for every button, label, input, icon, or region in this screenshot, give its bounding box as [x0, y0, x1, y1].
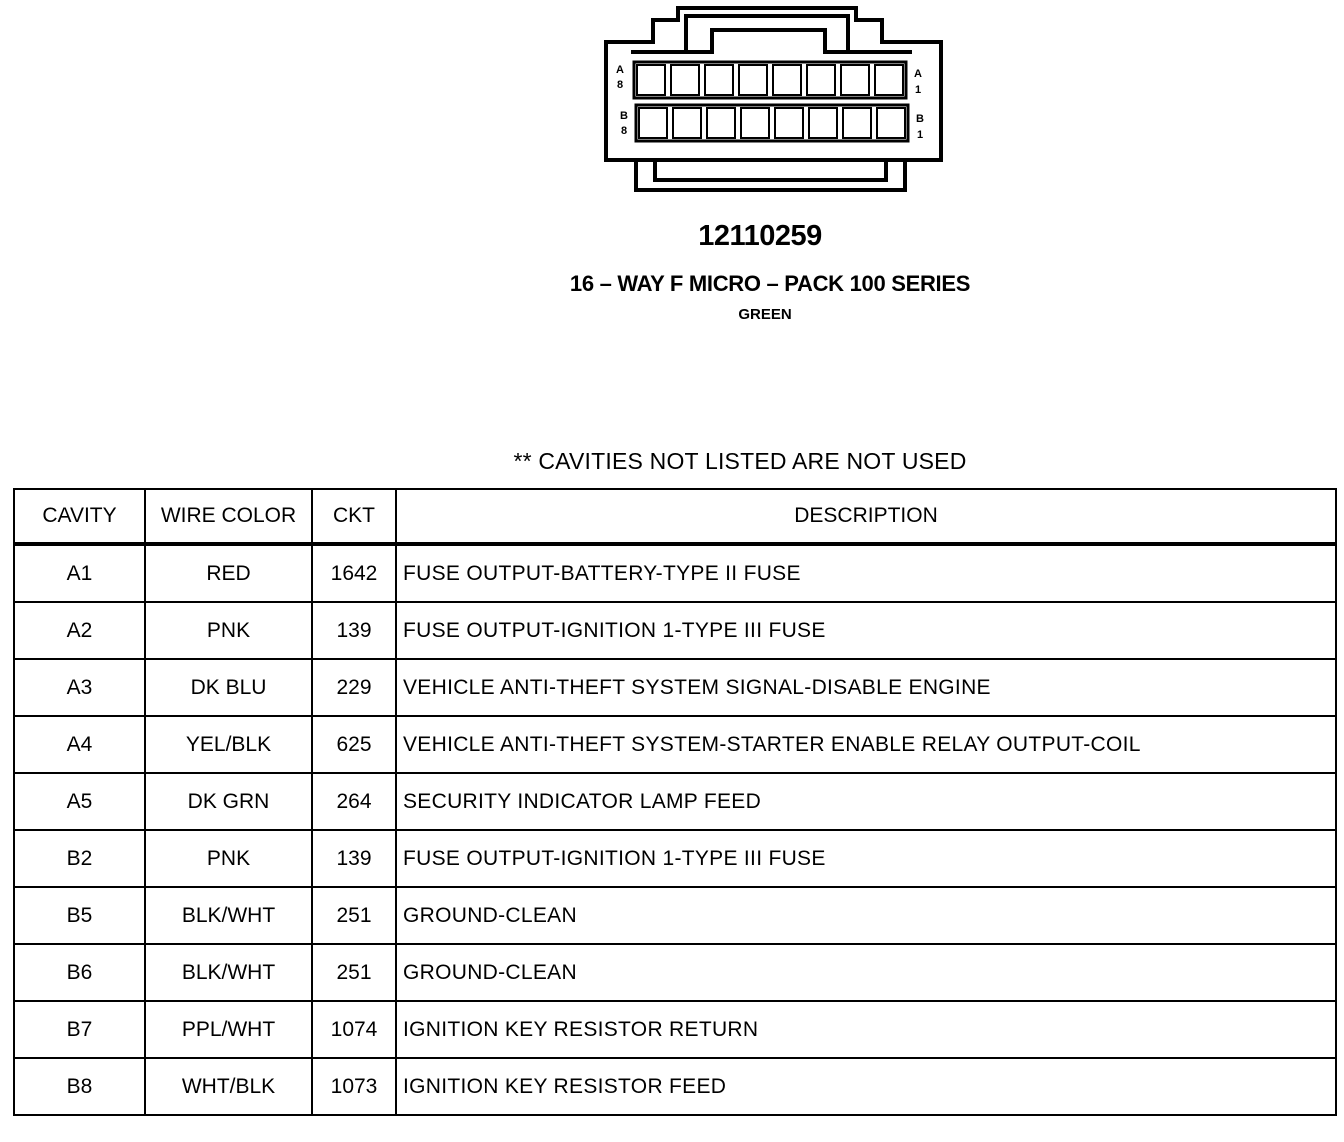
cavity-cell: A5 — [14, 773, 145, 830]
row-a-label-right: A — [914, 68, 922, 80]
table-row — [14, 716, 1336, 773]
wire-color-cell: BLK/WHT — [145, 887, 312, 944]
row-a-index-right: 1 — [915, 84, 922, 96]
description-cell: VEHICLE ANTI-THEFT SYSTEM SIGNAL-DISABLE ENGINE — [396, 659, 1336, 716]
row-b-index-right: 1 — [917, 129, 924, 141]
row-a-cavity — [807, 65, 835, 95]
wire-color-cell: DK BLU — [145, 659, 312, 716]
ckt-cell: 139 — [312, 602, 396, 659]
connector-diagram — [0, 0, 1344, 210]
table-row — [14, 659, 1336, 716]
row-b-cavity — [775, 108, 803, 138]
cavity-cell: A3 — [14, 659, 145, 716]
row-b-frame — [636, 105, 908, 141]
connector-latch — [686, 16, 848, 52]
table-header-row — [14, 489, 1336, 544]
table-row — [14, 1001, 1336, 1058]
ckt-cell: 1074 — [312, 1001, 396, 1058]
cavity-cell: B8 — [14, 1058, 145, 1115]
ckt-cell: 1642 — [312, 544, 396, 602]
ckt-cell: 139 — [312, 830, 396, 887]
row-a-index-left: 8 — [617, 79, 624, 91]
row-a-cavity — [841, 65, 869, 95]
row-a-cavity — [739, 65, 767, 95]
unused-cavities-note: ** CAVITIES NOT LISTED ARE NOT USED — [513, 448, 967, 474]
description-cell: FUSE OUTPUT-IGNITION 1-TYPE III FUSE — [396, 830, 1336, 887]
cavity-cell: B2 — [14, 830, 145, 887]
pinout-table — [13, 488, 1337, 1116]
ckt-cell: 1073 — [312, 1058, 396, 1115]
wire-color-cell: WHT/BLK — [145, 1058, 312, 1115]
pinout-table-body — [14, 544, 1336, 1115]
row-b-cavities — [636, 105, 908, 141]
ckt-cell: 251 — [312, 887, 396, 944]
row-b-cavity — [843, 108, 871, 138]
ckt-cell: 264 — [312, 773, 396, 830]
row-a-frame — [634, 62, 906, 98]
cavity-cell: A4 — [14, 716, 145, 773]
wire-color-cell: PNK — [145, 602, 312, 659]
description-cell: FUSE OUTPUT-BATTERY-TYPE II FUSE — [396, 544, 1336, 602]
connector-skirt — [636, 160, 905, 190]
table-row — [14, 602, 1336, 659]
row-b-cavity — [673, 108, 701, 138]
ckt-cell: 625 — [312, 716, 396, 773]
description-cell: GROUND-CLEAN — [396, 887, 1336, 944]
row-b-cavity — [741, 108, 769, 138]
ckt-cell: 251 — [312, 944, 396, 1001]
wire-color-cell: RED — [145, 544, 312, 602]
wire-color-cell: PNK — [145, 830, 312, 887]
table-row — [14, 830, 1336, 887]
row-a-cavity — [671, 65, 699, 95]
table-row — [14, 887, 1336, 944]
header-cavity: CAVITY — [14, 489, 145, 544]
row-b-cavity — [877, 108, 905, 138]
row-a-cavities — [634, 62, 906, 98]
header-wire-color: WIRE COLOR — [145, 489, 312, 544]
description-cell: VEHICLE ANTI-THEFT SYSTEM-STARTER ENABLE RELAY OUTPUT-COIL — [396, 716, 1336, 773]
row-a-cavity — [637, 65, 665, 95]
row-a-cavity — [705, 65, 733, 95]
description-cell: SECURITY INDICATOR LAMP FEED — [396, 773, 1336, 830]
wire-color-cell: BLK/WHT — [145, 944, 312, 1001]
cavity-cell: B5 — [14, 887, 145, 944]
row-b-label-right: B — [916, 113, 924, 125]
cavity-cell: A2 — [14, 602, 145, 659]
cavity-cell: A1 — [14, 544, 145, 602]
header-description: DESCRIPTION — [396, 489, 1336, 544]
row-a-cavity — [875, 65, 903, 95]
description-cell: GROUND-CLEAN — [396, 944, 1336, 1001]
row-b-label-left: B — [620, 110, 628, 122]
part-number: 12110259 — [698, 220, 822, 252]
wire-color-cell: PPL/WHT — [145, 1001, 312, 1058]
table-row — [14, 773, 1336, 830]
cavity-cell: B7 — [14, 1001, 145, 1058]
table-row — [14, 1058, 1336, 1115]
row-a-label-left: A — [616, 64, 624, 76]
row-b-cavity — [639, 108, 667, 138]
part-color: GREEN — [738, 306, 792, 323]
wire-color-cell: DK GRN — [145, 773, 312, 830]
row-a-cavity — [773, 65, 801, 95]
ckt-cell: 229 — [312, 659, 396, 716]
row-b-cavity — [707, 108, 735, 138]
description-cell: IGNITION KEY RESISTOR FEED — [396, 1058, 1336, 1115]
row-b-index-left: 8 — [621, 125, 628, 137]
wire-color-cell: YEL/BLK — [145, 716, 312, 773]
header-ckt: CKT — [312, 489, 396, 544]
description-cell: IGNITION KEY RESISTOR RETURN — [396, 1001, 1336, 1058]
table-row — [14, 944, 1336, 1001]
description-cell: FUSE OUTPUT-IGNITION 1-TYPE III FUSE — [396, 602, 1336, 659]
table-row — [14, 544, 1336, 602]
part-description: 16 – WAY F MICRO – PACK 100 SERIES — [569, 271, 971, 296]
row-b-cavity — [809, 108, 837, 138]
cavity-cell: B6 — [14, 944, 145, 1001]
